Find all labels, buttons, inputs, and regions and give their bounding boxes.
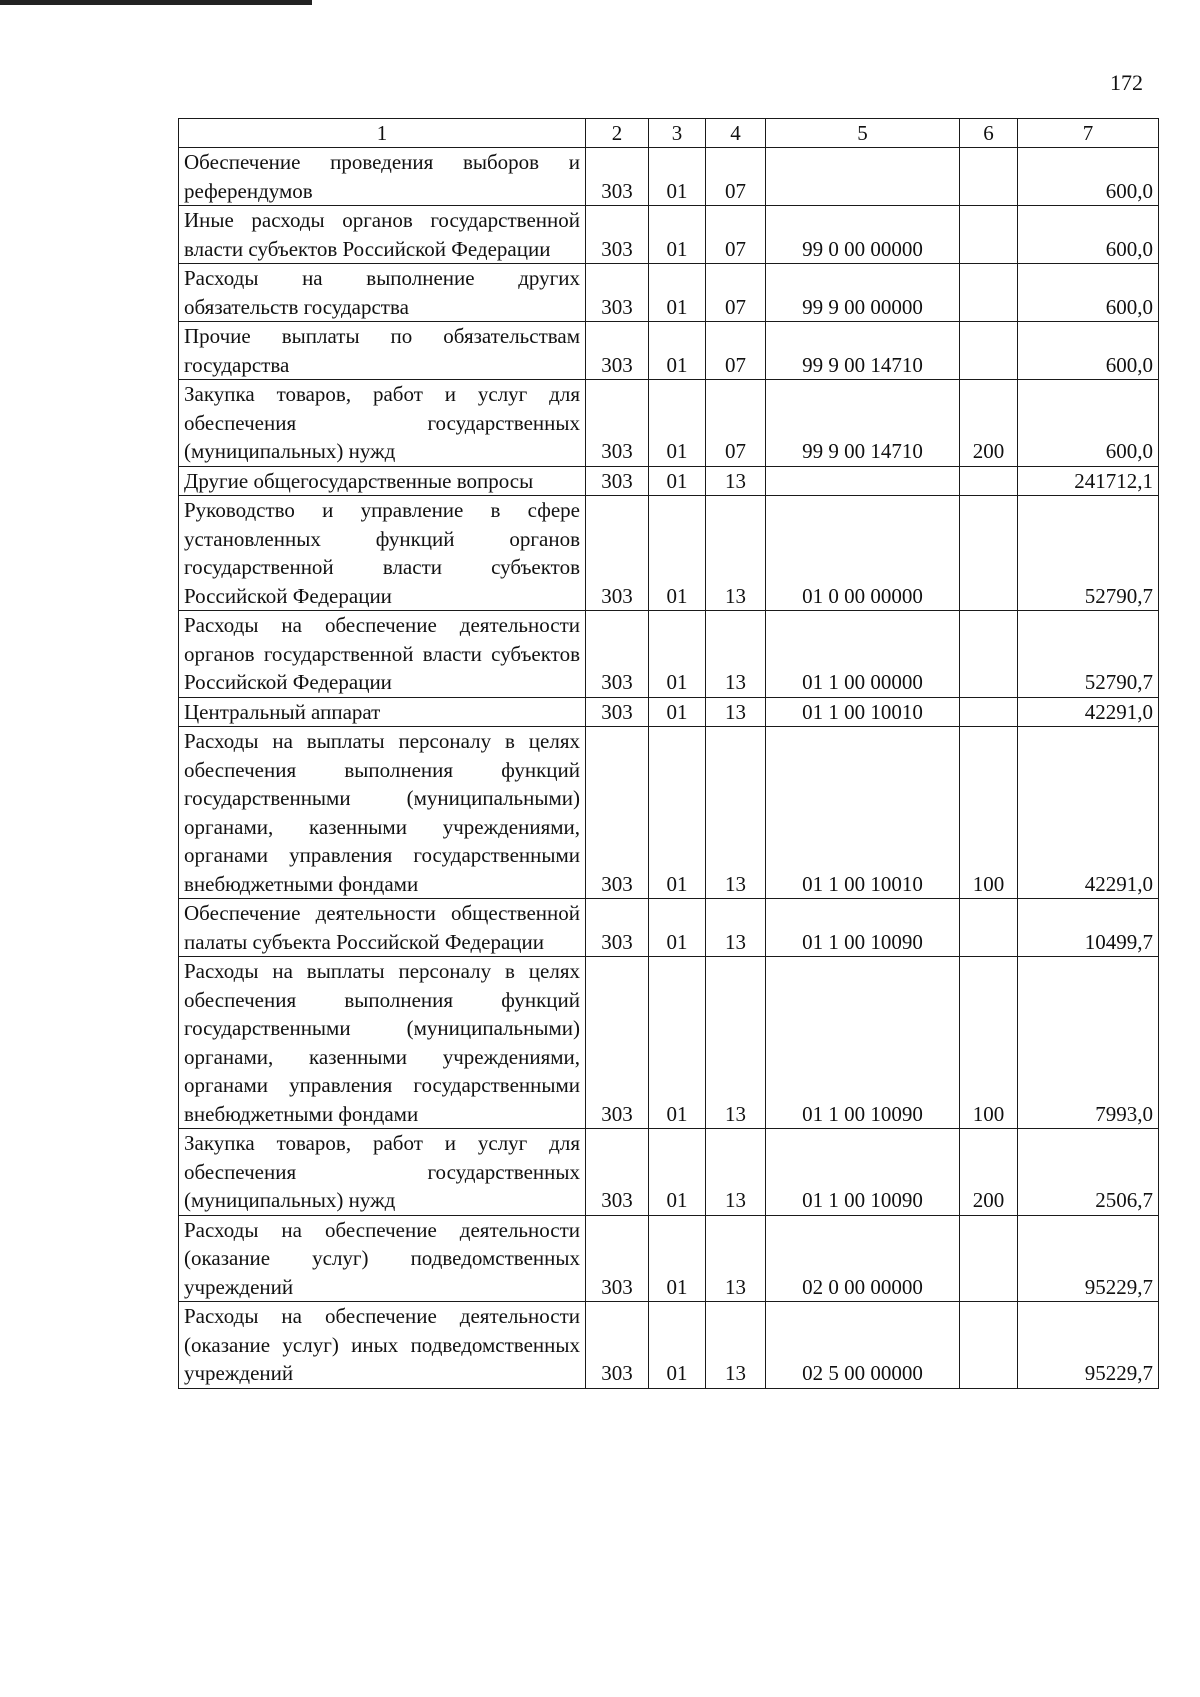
row-code-3-cell: 01 (649, 957, 706, 1129)
row-name-cell: Прочие выплаты по обязательствам государства (179, 322, 586, 380)
row-code-2-cell: 303 (586, 1215, 649, 1302)
row-code-4-cell: 13 (706, 697, 766, 727)
row-code-3-cell: 01 (649, 1302, 706, 1389)
row-code-2-cell: 303 (586, 206, 649, 264)
table-row (179, 148, 1159, 206)
row-code-5-cell: 99 0 00 00000 (766, 206, 960, 264)
row-name-cell: Обеспечение проведения выборов и референдумов (179, 148, 586, 206)
row-code-2-cell: 303 (586, 322, 649, 380)
row-code-6-cell: 100 (960, 727, 1018, 899)
row-name-cell: Обеспечение деятельности общественной палаты субъекта Российской Федерации (179, 899, 586, 957)
table-row (179, 957, 1159, 1129)
table-row (179, 264, 1159, 322)
row-code-4-cell: 13 (706, 727, 766, 899)
row-code-3-cell: 01 (649, 697, 706, 727)
row-code-4-cell: 07 (706, 322, 766, 380)
row-code-3-cell: 01 (649, 1215, 706, 1302)
row-code-5-cell: 02 5 00 00000 (766, 1302, 960, 1389)
row-code-2-cell: 303 (586, 1302, 649, 1389)
row-name-cell: Расходы на обеспечение деятельности органов государственной власти субъектов Российской Федерации (179, 611, 586, 698)
row-code-5-cell: 01 1 00 10010 (766, 697, 960, 727)
row-code-6-cell (960, 148, 1018, 206)
row-amount-cell: 52790,7 (1018, 611, 1159, 698)
row-code-6-cell (960, 322, 1018, 380)
row-code-5-cell (766, 466, 960, 496)
row-name-cell: Расходы на выплаты персоналу в целях обеспечения выполнения функций государственными (муниципальными) органами, казенными учреждениями, органами управления государственными внебюджетными фондами (179, 957, 586, 1129)
row-code-4-cell: 13 (706, 1302, 766, 1389)
row-code-4-cell: 13 (706, 466, 766, 496)
row-code-6-cell: 100 (960, 957, 1018, 1129)
row-code-5-cell: 99 9 00 00000 (766, 264, 960, 322)
row-code-6-cell (960, 466, 1018, 496)
row-name-cell: Закупка товаров, работ и услуг для обеспечения государственных (муниципальных) нужд (179, 380, 586, 467)
row-amount-cell: 600,0 (1018, 264, 1159, 322)
row-code-2-cell: 303 (586, 697, 649, 727)
row-amount-cell: 10499,7 (1018, 899, 1159, 957)
table-row (179, 322, 1159, 380)
row-code-6-cell (960, 1302, 1018, 1389)
row-code-3-cell: 01 (649, 1129, 706, 1216)
row-code-5-cell: 99 9 00 14710 (766, 380, 960, 467)
row-code-3-cell: 01 (649, 148, 706, 206)
row-name-cell: Расходы на обеспечение деятельности (оказание услуг) подведомственных учреждений (179, 1215, 586, 1302)
row-code-2-cell: 303 (586, 611, 649, 698)
row-code-2-cell: 303 (586, 264, 649, 322)
row-code-4-cell: 07 (706, 380, 766, 467)
row-code-4-cell: 07 (706, 264, 766, 322)
header-cell-3: 3 (649, 119, 706, 148)
row-amount-cell: 600,0 (1018, 206, 1159, 264)
row-code-6-cell: 200 (960, 1129, 1018, 1216)
row-code-5-cell: 02 0 00 00000 (766, 1215, 960, 1302)
header-cell-1: 1 (179, 119, 586, 148)
table-row (179, 1302, 1159, 1389)
row-amount-cell: 42291,0 (1018, 697, 1159, 727)
scan-edge-mark (0, 0, 312, 5)
row-code-3-cell: 01 (649, 206, 706, 264)
row-code-6-cell (960, 206, 1018, 264)
row-code-6-cell (960, 611, 1018, 698)
row-code-6-cell (960, 697, 1018, 727)
row-code-3-cell: 01 (649, 899, 706, 957)
header-cell-2: 2 (586, 119, 649, 148)
table-row (179, 727, 1159, 899)
row-code-2-cell: 303 (586, 727, 649, 899)
row-code-6-cell (960, 264, 1018, 322)
table-row (179, 496, 1159, 611)
header-cell-7: 7 (1018, 119, 1159, 148)
row-code-6-cell: 200 (960, 380, 1018, 467)
row-amount-cell: 95229,7 (1018, 1302, 1159, 1389)
header-cell-6: 6 (960, 119, 1018, 148)
table-row (179, 380, 1159, 467)
row-code-4-cell: 13 (706, 1129, 766, 1216)
row-amount-cell: 600,0 (1018, 148, 1159, 206)
row-code-2-cell: 303 (586, 899, 649, 957)
row-code-5-cell (766, 148, 960, 206)
row-name-cell: Закупка товаров, работ и услуг для обеспечения государственных (муниципальных) нужд (179, 1129, 586, 1216)
row-code-6-cell (960, 899, 1018, 957)
row-code-3-cell: 01 (649, 611, 706, 698)
row-code-6-cell (960, 496, 1018, 611)
row-code-4-cell: 13 (706, 496, 766, 611)
budget-table (178, 118, 1159, 1389)
row-code-5-cell: 01 1 00 10090 (766, 899, 960, 957)
row-amount-cell: 95229,7 (1018, 1215, 1159, 1302)
row-code-4-cell: 13 (706, 899, 766, 957)
row-code-2-cell: 303 (586, 466, 649, 496)
row-code-3-cell: 01 (649, 264, 706, 322)
table-row (179, 1129, 1159, 1216)
row-name-cell: Центральный аппарат (179, 697, 586, 727)
row-code-4-cell: 07 (706, 206, 766, 264)
row-code-5-cell: 01 1 00 10010 (766, 727, 960, 899)
row-amount-cell: 42291,0 (1018, 727, 1159, 899)
row-code-2-cell: 303 (586, 380, 649, 467)
row-code-3-cell: 01 (649, 322, 706, 380)
table-row (179, 697, 1159, 727)
row-code-3-cell: 01 (649, 727, 706, 899)
row-amount-cell: 52790,7 (1018, 496, 1159, 611)
row-name-cell: Иные расходы органов государственной власти субъектов Российской Федерации (179, 206, 586, 264)
row-name-cell: Руководство и управление в сфере установленных функций органов государственной власти субъектов Российской Федерации (179, 496, 586, 611)
row-code-4-cell: 13 (706, 957, 766, 1129)
row-name-cell: Расходы на обеспечение деятельности (оказание услуг) иных подведомственных учреждений (179, 1302, 586, 1389)
table-row (179, 206, 1159, 264)
row-amount-cell: 2506,7 (1018, 1129, 1159, 1216)
header-cell-4: 4 (706, 119, 766, 148)
row-name-cell: Расходы на выплаты персоналу в целях обеспечения выполнения функций государственными (муниципальными) органами, казенными учреждениями, органами управления государственными внебюджетными фондами (179, 727, 586, 899)
row-code-3-cell: 01 (649, 496, 706, 611)
row-amount-cell: 241712,1 (1018, 466, 1159, 496)
table-row (179, 611, 1159, 698)
row-code-5-cell: 01 1 00 10090 (766, 1129, 960, 1216)
header-cell-5: 5 (766, 119, 960, 148)
row-code-4-cell: 13 (706, 1215, 766, 1302)
row-code-5-cell: 01 1 00 10090 (766, 957, 960, 1129)
page-number: 172 (1110, 70, 1143, 95)
row-amount-cell: 7993,0 (1018, 957, 1159, 1129)
row-code-6-cell (960, 1215, 1018, 1302)
row-code-2-cell: 303 (586, 496, 649, 611)
table-row (179, 1215, 1159, 1302)
row-name-cell: Другие общегосударственные вопросы (179, 466, 586, 496)
row-code-3-cell: 01 (649, 466, 706, 496)
row-code-4-cell: 07 (706, 148, 766, 206)
table-row (179, 899, 1159, 957)
row-code-2-cell: 303 (586, 148, 649, 206)
row-code-3-cell: 01 (649, 380, 706, 467)
row-code-2-cell: 303 (586, 957, 649, 1129)
row-amount-cell: 600,0 (1018, 380, 1159, 467)
table-row (179, 466, 1159, 496)
row-code-5-cell: 01 0 00 00000 (766, 496, 960, 611)
row-amount-cell: 600,0 (1018, 322, 1159, 380)
row-code-5-cell: 01 1 00 00000 (766, 611, 960, 698)
row-code-2-cell: 303 (586, 1129, 649, 1216)
row-code-4-cell: 13 (706, 611, 766, 698)
row-code-5-cell: 99 9 00 14710 (766, 322, 960, 380)
row-name-cell: Расходы на выполнение других обязательств государства (179, 264, 586, 322)
table-header-row (179, 119, 1159, 148)
